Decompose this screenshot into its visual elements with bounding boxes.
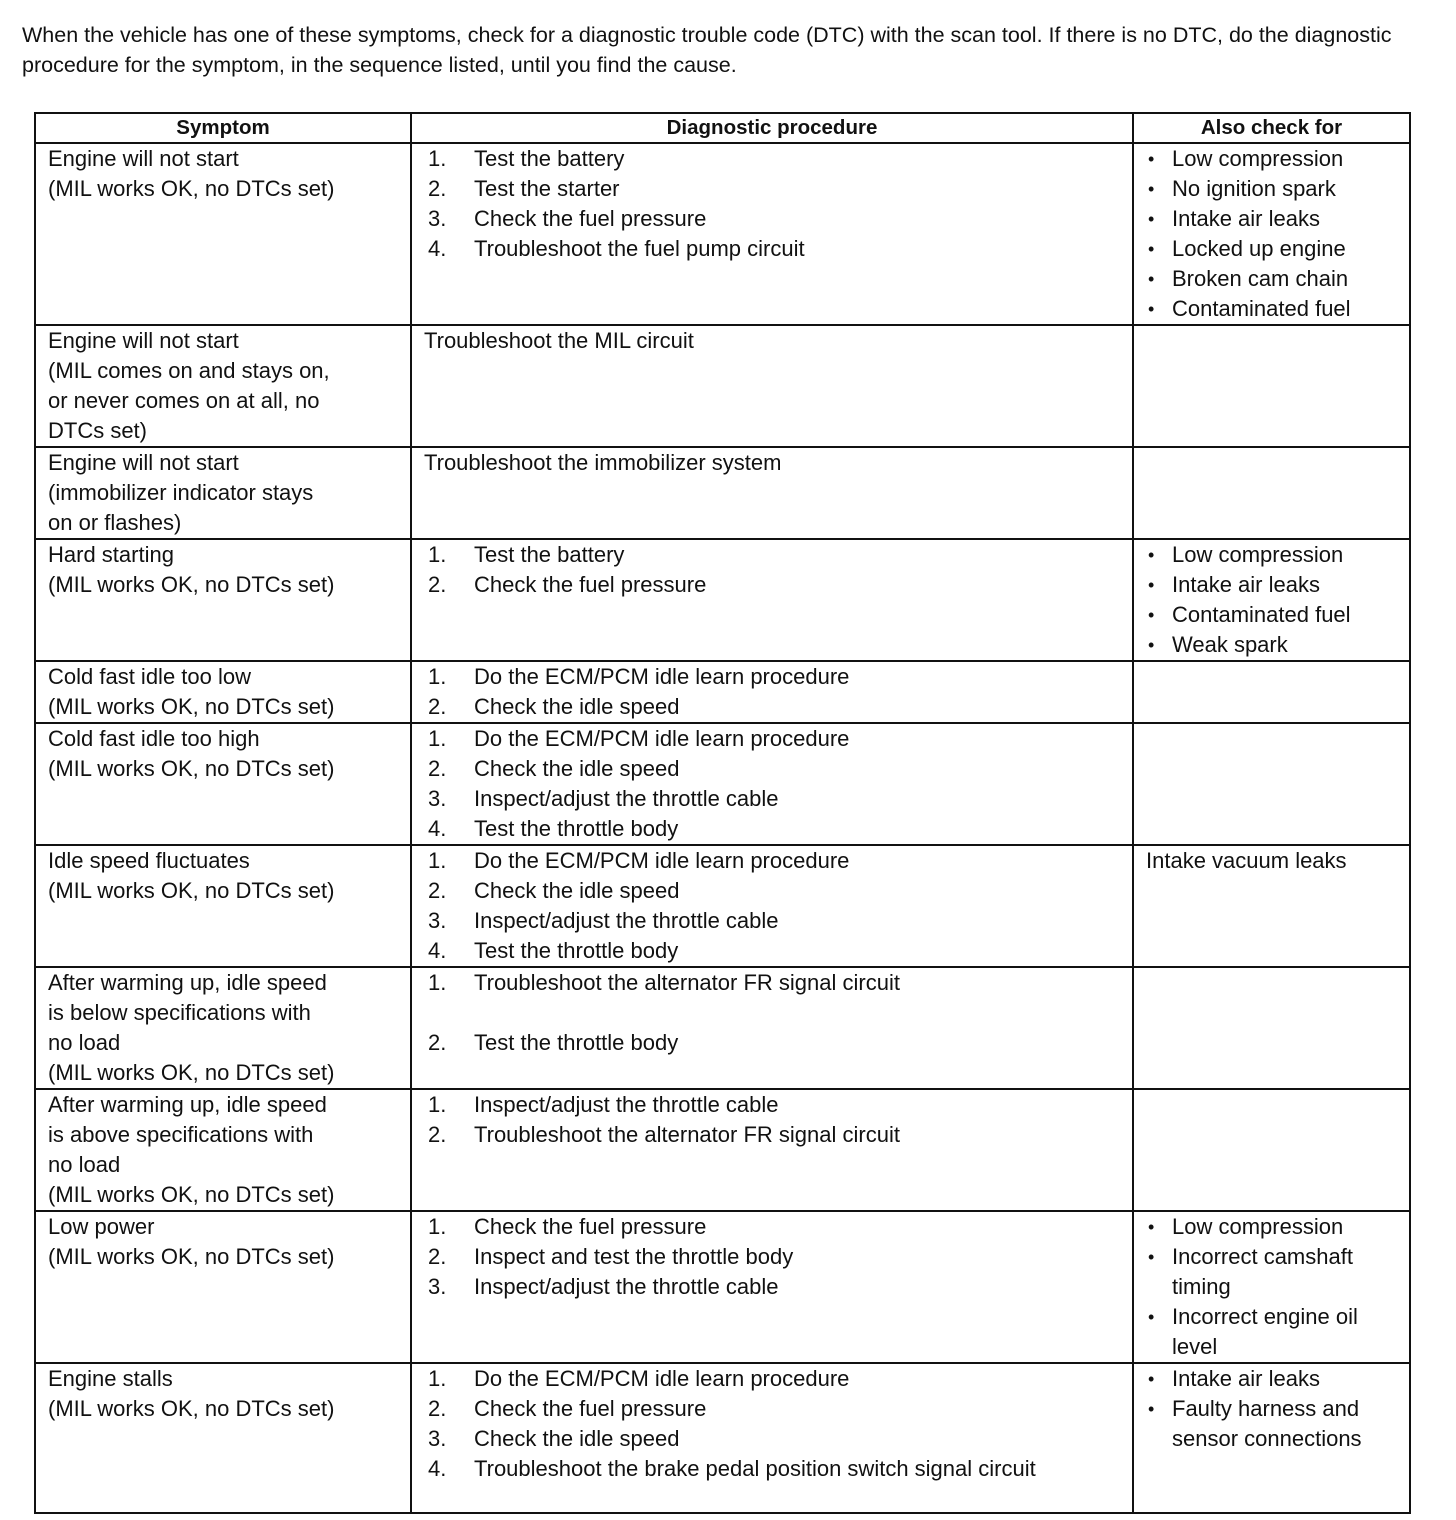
procedure-step	[424, 1028, 1128, 1058]
also-check-cell	[1133, 845, 1410, 967]
procedure-cell	[411, 1089, 1133, 1211]
bullet-icon: •	[1148, 179, 1155, 199]
symptom-line: Cold fast idle too high	[48, 726, 260, 751]
bullet-icon: •	[1148, 239, 1155, 259]
procedure-steps	[424, 540, 1128, 600]
procedure-text: Troubleshoot the MIL circuit	[424, 328, 694, 353]
procedure-steps	[424, 662, 1128, 722]
step-number: 2.	[428, 176, 447, 201]
step-text: Check the fuel pressure	[474, 1214, 707, 1239]
also-check-text: Incorrect camshaft timing	[1172, 1244, 1353, 1299]
symptom-line: (MIL works OK, no DTCs set)	[48, 694, 335, 719]
step-number: 3.	[428, 908, 447, 933]
symptom-cell	[35, 143, 411, 325]
also-check-list	[1146, 144, 1405, 324]
also-check-cell	[1133, 1089, 1410, 1211]
also-check-item	[1146, 144, 1405, 174]
symptom-line: or never comes on at all, no	[48, 388, 320, 413]
also-check-text: Intake air leaks	[1172, 206, 1320, 231]
symptom-line: is above specifications with	[48, 1122, 314, 1147]
also-check-item	[1146, 234, 1405, 264]
bullet-icon: •	[1148, 605, 1155, 625]
symptom-line: (MIL works OK, no DTCs set)	[48, 878, 335, 903]
procedure-steps	[424, 1364, 1128, 1484]
symptom-line: (MIL works OK, no DTCs set)	[48, 176, 335, 201]
procedure-step	[424, 1120, 1128, 1150]
procedure-step	[424, 662, 1128, 692]
symptom-line: Engine stalls	[48, 1366, 173, 1391]
intro-paragraph: When the vehicle has one of these symptoms, check for a diagnostic trouble code (DTC) with the scan tool. If there is no DTC, do the diagnostic procedure for the symptom, in the sequence listed, until you find the cause.	[22, 23, 1392, 77]
procedure-step	[424, 814, 1128, 844]
also-check-cell	[1133, 539, 1410, 661]
also-check-item	[1146, 1212, 1405, 1242]
step-text: Troubleshoot the brake pedal position switch signal circuit	[474, 1456, 1036, 1481]
also-check-cell	[1133, 447, 1410, 539]
procedure-cell	[411, 539, 1133, 661]
also-check-text: No ignition spark	[1172, 176, 1336, 201]
symptom-line: Engine will not start	[48, 146, 239, 171]
step-number: 1.	[428, 970, 447, 995]
header-also-check-for: Also check for	[1133, 113, 1410, 143]
symptom-line: (MIL works OK, no DTCs set)	[48, 1182, 335, 1207]
bullet-icon: •	[1148, 1369, 1155, 1389]
procedure-step	[424, 1424, 1128, 1454]
bullet-icon: •	[1148, 545, 1155, 565]
step-number: 3.	[428, 206, 447, 231]
symptom-line: no load	[48, 1030, 121, 1055]
step-text: Inspect and test the throttle body	[474, 1244, 794, 1269]
also-check-text: Low compression	[1172, 1214, 1344, 1239]
symptom-cell	[35, 661, 411, 723]
procedure-cell	[411, 967, 1133, 1089]
step-text: Do the ECM/PCM idle learn procedure	[474, 664, 850, 689]
also-check-item	[1146, 1364, 1405, 1394]
step-number: 2.	[428, 878, 447, 903]
step-text: Troubleshoot the fuel pump circuit	[474, 236, 805, 261]
also-check-text: Contaminated fuel	[1172, 296, 1351, 321]
procedure-step	[424, 724, 1128, 754]
symptom-cell	[35, 723, 411, 845]
procedure-step	[424, 754, 1128, 784]
also-check-text: Weak spark	[1172, 632, 1288, 657]
symptom-line: is below specifications with	[48, 1000, 311, 1025]
step-text: Test the throttle body	[474, 938, 679, 963]
procedure-step	[424, 1242, 1128, 1272]
step-number: 1.	[428, 146, 447, 171]
step-text: Test the throttle body	[474, 816, 679, 841]
symptom-line: (MIL works OK, no DTCs set)	[48, 1244, 335, 1269]
step-number: 1.	[428, 1092, 447, 1117]
step-text: Test the battery	[474, 146, 625, 171]
symptom-line: on or flashes)	[48, 510, 182, 535]
bullet-icon: •	[1148, 1307, 1155, 1327]
procedure-step	[424, 846, 1128, 876]
step-text: Test the throttle body	[474, 1030, 679, 1055]
step-number: 1.	[428, 726, 447, 751]
table-row	[35, 661, 1410, 723]
step-number: 1.	[428, 542, 447, 567]
symptom-line: (MIL works OK, no DTCs set)	[48, 572, 335, 597]
symptom-line: After warming up, idle speed	[48, 1092, 327, 1117]
table-body	[35, 143, 1410, 1513]
symptom-troubleshooting-table	[34, 112, 1411, 1514]
bullet-icon: •	[1148, 635, 1155, 655]
procedure-cell	[411, 723, 1133, 845]
symptom-cell	[35, 539, 411, 661]
procedure-text: Troubleshoot the immobilizer system	[424, 450, 782, 475]
step-text: Test the battery	[474, 542, 625, 567]
symptom-line: (MIL works OK, no DTCs set)	[48, 1060, 335, 1085]
symptom-line: Engine will not start	[48, 328, 239, 353]
symptom-line: no load	[48, 1152, 121, 1177]
procedure-step	[424, 936, 1128, 966]
also-check-item	[1146, 174, 1405, 204]
symptom-cell	[35, 325, 411, 447]
bullet-icon: •	[1148, 575, 1155, 595]
procedure-steps	[424, 1090, 1128, 1150]
also-check-cell	[1133, 1211, 1410, 1363]
step-number: 3.	[428, 1274, 447, 1299]
symptom-line: Low power	[48, 1214, 155, 1239]
procedure-cell	[411, 325, 1133, 447]
symptom-line: Idle speed fluctuates	[48, 848, 250, 873]
also-check-item	[1146, 1242, 1405, 1302]
also-check-text: Contaminated fuel	[1172, 602, 1351, 627]
procedure-step	[424, 174, 1128, 204]
also-check-list	[1146, 540, 1405, 660]
procedure-step	[424, 540, 1128, 570]
table-row	[35, 539, 1410, 661]
step-number: 4.	[428, 1456, 447, 1481]
table-header-row	[35, 113, 1410, 143]
bullet-icon: •	[1148, 209, 1155, 229]
table-row	[35, 1363, 1410, 1513]
symptom-line: After warming up, idle speed	[48, 970, 327, 995]
bullet-icon: •	[1148, 269, 1155, 289]
also-check-text: Intake vacuum leaks	[1146, 848, 1347, 873]
also-check-list	[1146, 1364, 1405, 1454]
step-text: Check the fuel pressure	[474, 206, 707, 231]
procedure-step	[424, 1090, 1128, 1120]
symptom-line: Cold fast idle too low	[48, 664, 251, 689]
also-check-item	[1146, 264, 1405, 294]
table-row	[35, 967, 1410, 1089]
symptom-line: Engine will not start	[48, 450, 239, 475]
procedure-step	[424, 1272, 1128, 1302]
procedure-step	[424, 570, 1128, 600]
table-row	[35, 325, 1410, 447]
procedure-step	[424, 1212, 1128, 1242]
step-number: 2.	[428, 1244, 447, 1269]
table-row	[35, 447, 1410, 539]
procedure-step	[424, 1394, 1128, 1424]
step-text: Inspect/adjust the throttle cable	[474, 1092, 779, 1117]
also-check-text: Low compression	[1172, 542, 1344, 567]
step-text: Check the idle speed	[474, 878, 680, 903]
also-check-list	[1146, 1212, 1405, 1362]
symptom-line: (MIL works OK, no DTCs set)	[48, 756, 335, 781]
table-row	[35, 845, 1410, 967]
procedure-step	[424, 906, 1128, 936]
procedure-cell	[411, 447, 1133, 539]
also-check-text: Low compression	[1172, 146, 1344, 171]
procedure-cell	[411, 845, 1133, 967]
also-check-item	[1146, 570, 1405, 600]
step-number: 2.	[428, 1396, 447, 1421]
table-row	[35, 723, 1410, 845]
bullet-icon: •	[1148, 299, 1155, 319]
symptom-cell	[35, 1089, 411, 1211]
step-text: Check the idle speed	[474, 694, 680, 719]
also-check-cell	[1133, 1363, 1410, 1513]
step-text: Do the ECM/PCM idle learn procedure	[474, 726, 850, 751]
procedure-step	[424, 876, 1128, 906]
symptom-cell	[35, 845, 411, 967]
symptom-line: (MIL works OK, no DTCs set)	[48, 1396, 335, 1421]
procedure-cell	[411, 1211, 1133, 1363]
step-number: 3.	[428, 786, 447, 811]
step-number: 1.	[428, 1366, 447, 1391]
also-check-item	[1146, 294, 1405, 324]
step-text	[474, 998, 1128, 1028]
bullet-icon: •	[1148, 1247, 1155, 1267]
step-text: Do the ECM/PCM idle learn procedure	[474, 848, 850, 873]
procedure-steps	[424, 968, 1128, 1058]
procedure-step	[424, 968, 1128, 998]
procedure-step	[424, 784, 1128, 814]
step-number: 2.	[428, 694, 447, 719]
also-check-cell	[1133, 325, 1410, 447]
table-row	[35, 1089, 1410, 1211]
step-number: 4.	[428, 816, 447, 841]
bullet-icon: •	[1148, 1399, 1155, 1419]
procedure-step	[424, 1364, 1128, 1394]
step-text: Test the starter	[474, 176, 620, 201]
step-text: Troubleshoot the alternator FR signal circuit	[474, 970, 900, 995]
also-check-text: Intake air leaks	[1172, 572, 1320, 597]
also-check-item	[1146, 600, 1405, 630]
also-check-cell	[1133, 661, 1410, 723]
also-check-text: Broken cam chain	[1172, 266, 1349, 291]
procedure-step	[424, 204, 1128, 234]
symptom-line: (immobilizer indicator stays	[48, 480, 314, 505]
step-number: 1.	[428, 664, 447, 689]
symptom-line: Hard starting	[48, 542, 174, 567]
also-check-cell	[1133, 723, 1410, 845]
step-number: 2.	[428, 1030, 447, 1055]
procedure-steps	[424, 846, 1128, 966]
also-check-item	[1146, 540, 1405, 570]
table-row	[35, 143, 1410, 325]
step-number	[424, 998, 474, 1028]
procedure-steps	[424, 1212, 1128, 1302]
header-symptom: Symptom	[35, 113, 411, 143]
symptom-cell	[35, 1363, 411, 1513]
step-number: 1.	[428, 1214, 447, 1239]
step-number: 3.	[428, 1426, 447, 1451]
also-check-text: Faulty harness and sensor connections	[1172, 1396, 1362, 1451]
also-check-cell	[1133, 143, 1410, 325]
procedure-step	[424, 144, 1128, 174]
also-check-item	[1146, 630, 1405, 660]
symptom-line: (MIL comes on and stays on,	[48, 358, 330, 383]
step-number: 4.	[428, 236, 447, 261]
procedure-step	[424, 234, 1128, 264]
step-text: Inspect/adjust the throttle cable	[474, 908, 779, 933]
procedure-step	[424, 692, 1128, 722]
also-check-cell	[1133, 967, 1410, 1089]
step-number: 2.	[428, 1122, 447, 1147]
step-text: Check the fuel pressure	[474, 572, 707, 597]
header-diagnostic-procedure: Diagnostic procedure	[411, 113, 1133, 143]
also-check-text: Intake air leaks	[1172, 1366, 1320, 1391]
procedure-step	[424, 1454, 1128, 1484]
step-text: Check the fuel pressure	[474, 1396, 707, 1421]
step-text: Troubleshoot the alternator FR signal circuit	[474, 1122, 900, 1147]
also-check-item	[1146, 1394, 1405, 1454]
step-number: 4.	[428, 938, 447, 963]
procedure-cell	[411, 1363, 1133, 1513]
symptom-cell	[35, 1211, 411, 1363]
step-text: Inspect/adjust the throttle cable	[474, 786, 779, 811]
procedure-steps	[424, 144, 1128, 264]
procedure-steps	[424, 724, 1128, 844]
step-number: 2.	[428, 756, 447, 781]
also-check-item	[1146, 204, 1405, 234]
step-text: Do the ECM/PCM idle learn procedure	[474, 1366, 850, 1391]
also-check-item	[1146, 1302, 1405, 1362]
symptom-cell	[35, 447, 411, 539]
symptom-line: DTCs set)	[48, 418, 147, 443]
also-check-text: Incorrect engine oil level	[1172, 1304, 1358, 1359]
step-text: Inspect/adjust the throttle cable	[474, 1274, 779, 1299]
step-number: 1.	[428, 848, 447, 873]
bullet-icon: •	[1148, 1217, 1155, 1237]
procedure-step	[424, 998, 1128, 1028]
symptom-cell	[35, 967, 411, 1089]
table-row	[35, 1211, 1410, 1363]
step-text: Check the idle speed	[474, 756, 680, 781]
also-check-text: Locked up engine	[1172, 236, 1346, 261]
step-text: Check the idle speed	[474, 1426, 680, 1451]
procedure-cell	[411, 143, 1133, 325]
step-number: 2.	[428, 572, 447, 597]
procedure-cell	[411, 661, 1133, 723]
bullet-icon: •	[1148, 149, 1155, 169]
